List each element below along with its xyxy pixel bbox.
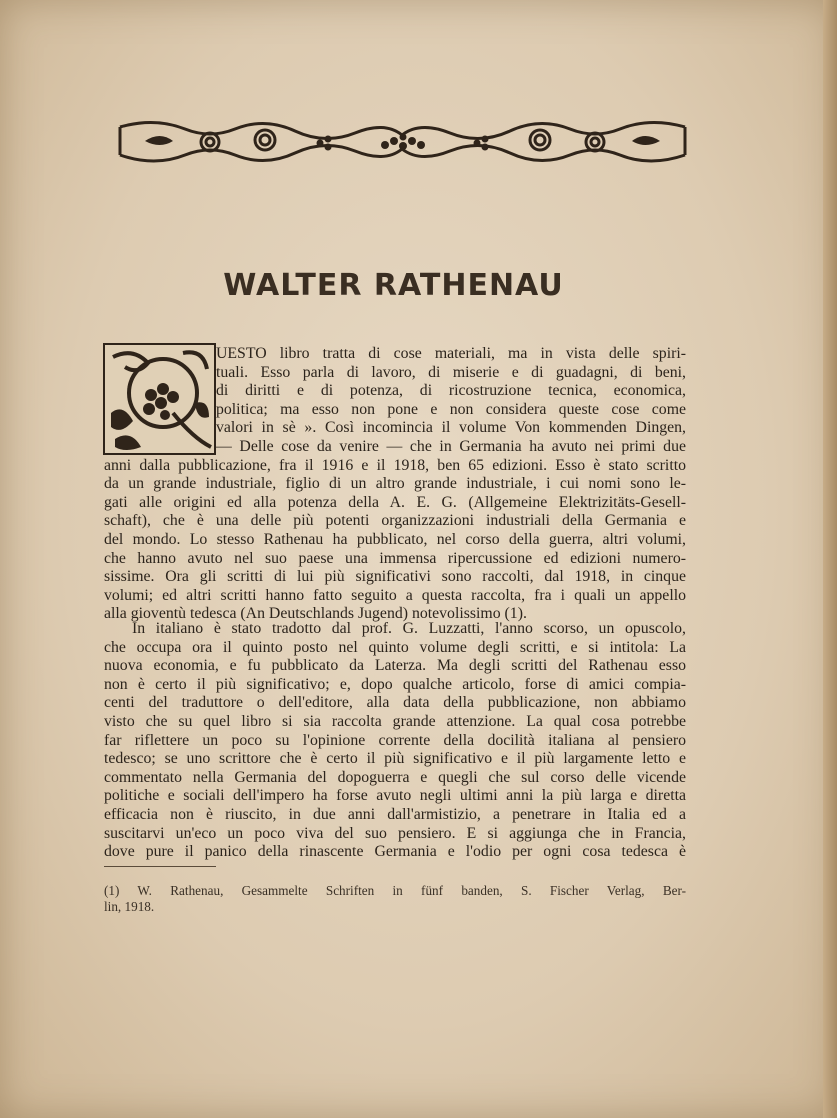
text-line: nuova economia, e fu pubblicato da Laterza. Ma degli scritti del Rathenau esso bbox=[104, 657, 686, 675]
text-line: politica; ma esso non pone e non considera queste cose come bbox=[216, 400, 686, 418]
footnote bbox=[104, 883, 686, 916]
text-line: tuali. Esso parla di lavoro, di miserie e di guadagni, di beni, bbox=[216, 363, 686, 381]
text-line: del mondo. Lo stesso Rathenau ha pubblicato, nel corso della guerra, altri volumi, bbox=[104, 530, 686, 548]
footnote-divider bbox=[104, 866, 216, 867]
text-line: visto che su quel libro si sia raccolta grande attenzione. La qual cosa potrebbe bbox=[104, 712, 686, 730]
text-line: non è certo il più significativo; e, dopo qualche articolo, forse di amici compia- bbox=[104, 675, 686, 693]
text-line: efficacia non è riuscito, in due anni dall'armistizio, a penetrare in Italia ed a bbox=[104, 805, 686, 823]
text-line: di diritti e di potenza, di ricostruzione tecnica, economica, bbox=[216, 382, 686, 400]
text-line: In italiano è stato tradotto dal prof. G. Luzzatti, l'anno scorso, un opuscolo, bbox=[132, 620, 686, 637]
text-line: tedesco; se uno scrittore che è certo il più significativo e il più largamente letto e bbox=[104, 750, 686, 768]
footnote-line: (1) W. Rathenau, Gesammelte Schriften in fünf banden, S. Fischer Verlag, Ber- bbox=[104, 883, 686, 898]
text-line: centi del traduttore o dell'editore, alla data della pubblicazione, non abbiamo bbox=[104, 694, 686, 712]
floral-headpiece-icon bbox=[115, 115, 690, 170]
text-line: commentato nella Germania del dopoguerra e quegli che sul corso delle vicende bbox=[104, 768, 686, 786]
text-line: UESTO libro tratta di cose materiali, ma in vista delle spiri- bbox=[216, 345, 686, 362]
text-line: politiche e sociali dell'impero ha forse avuto negli ultimi anni la più larga e diretta bbox=[104, 787, 686, 805]
text-line: valori in sè ». Così incomincia il volume Von kommenden Dingen, bbox=[216, 419, 686, 437]
text-line: far riflettere un poco su l'opinione corrente della docilità italiana al pensiero bbox=[104, 731, 686, 749]
text-line: suscitarvi un'eco un poco viva del suo pensiero. E si aggiunga che in Francia, bbox=[104, 824, 686, 842]
text-line: da un grande industriale, figlio di un altro grande industriale, i cui nomi sono le- bbox=[104, 475, 686, 493]
text-line: sissime. Ora gli scritti di lui più significativi sono raccolti, dal 1918, in cinque bbox=[104, 568, 686, 586]
text-line: — Delle cose da venire — che in Germania ha avuto nei primi due bbox=[216, 437, 686, 455]
text-line: alla gioventù tedesca (An Deutschlands Jugend) notevolissimo (1). bbox=[104, 605, 527, 623]
text-line: dove pure il panico della rinascente Germania e l'odio per ogni cosa tedesca è bbox=[104, 843, 686, 861]
paragraph-2 bbox=[104, 620, 686, 862]
text-line: volumi; ed altri scritti hanno fatto seguito a questa raccolta, fra i quali un appello bbox=[104, 586, 686, 604]
paragraph-1 bbox=[104, 345, 686, 624]
text-line: gati alle origini ed alla potenza della A. E. G. (Allgemeine Elektrizitäts-Gesell- bbox=[104, 493, 686, 511]
text-line: che occupa ora il quinto posto nel quinto volume degli scritti, e si intitola: La bbox=[104, 638, 686, 656]
page-edge bbox=[823, 0, 837, 1118]
text-line: che hanno avuto nel suo paese una immensa ripercussione ed edizioni numero- bbox=[104, 549, 686, 567]
chapter-title: WALTER RATHENAU bbox=[223, 268, 564, 303]
text-line: schaft), che è una delle più potenti organizzazioni industriali della Germania e bbox=[104, 512, 686, 530]
text-line: anni dalla pubblicazione, fra il 1916 e il 1918, ben 65 edizioni. Esso è stato scritto bbox=[104, 456, 686, 474]
footnote-line: lin, 1918. bbox=[104, 899, 155, 915]
